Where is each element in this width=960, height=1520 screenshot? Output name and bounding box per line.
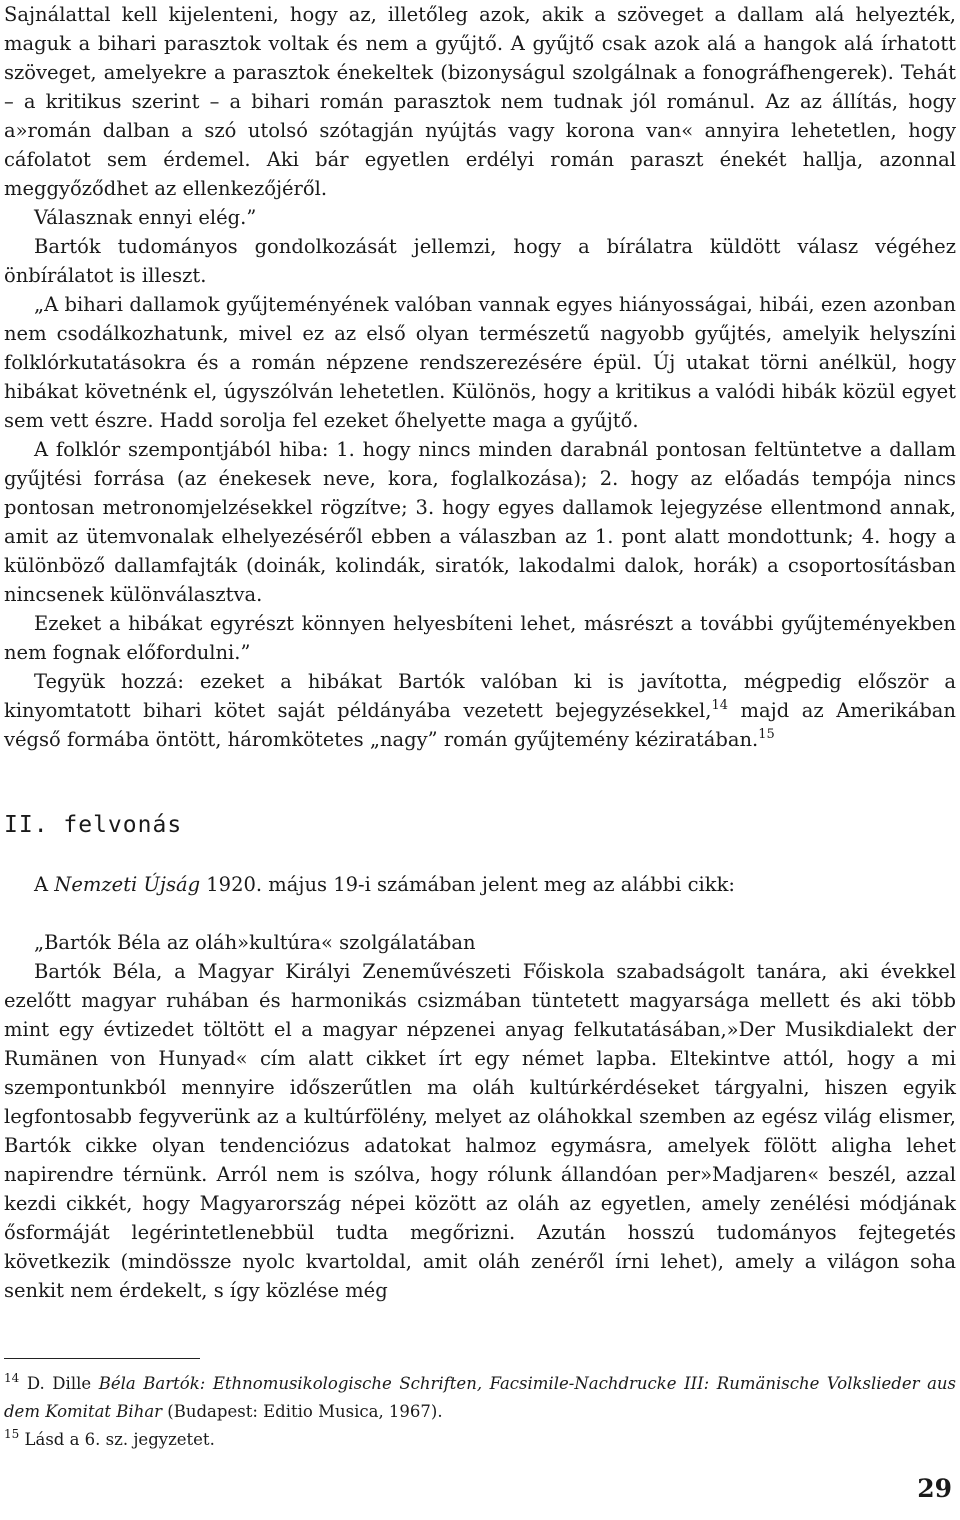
footnote-number: 14 bbox=[4, 1371, 20, 1385]
footnote-publisher: (Budapest: Editio Musica, 1967). bbox=[162, 1402, 443, 1421]
footnote-text: Lásd a 6. sz. jegyzetet. bbox=[19, 1430, 215, 1449]
footnote-divider bbox=[4, 1358, 200, 1359]
article-body: Bartók Béla, a Magyar Királyi Zeneművészeti Főiskola szabadságolt tanára, aki évekkel ezelőtt magyar ruhában és harmonikás csizmában tüntetett magyarsága mellett és aki több mint egy évtizedet töltött el a magyar népzenei anyag felkutatásában,»Der Musikdialekt der Rumänen von Hunyad« cím alatt cikket írt egy német lapba. Eltekintve attól, hogy a mi szempontunkból mennyire időszerűtlen ma oláh kultúrkérdéseket tárgyalni, hiszen egyik legfontosabb fegyverünk az a kultúrfölény, melyet az oláhokkal szemben az egész világ elismer, Bartók cikke olyan tendenciózus adatokat halmoz egymásra, amelyek fölött aligha lehet napirendre térnünk. Arról nem is szólva, hogy rólunk állandóan per»Madjaren« beszél, azzal kezdi cikkét, hogy Magyarország népei között az oláh az egyetlen, amely zenélési módjának ősformáját legérintetlenebbül tudta megőrizni. Azután hosszú tudományos fejtegetés következik (mindössze nyolc kvartoldal, amit oláh zenéről írni lehet), amely a világon soha senkit nem érdekelt, s így közlése még bbox=[4, 960, 956, 1302]
paragraph-2: Válasznak ennyi elég.” bbox=[34, 206, 257, 229]
article-block bbox=[4, 928, 956, 1305]
footnote-15 bbox=[4, 1426, 956, 1454]
article-title: „Bartók Béla az oláh»kultúra« szolgálatában bbox=[34, 931, 476, 954]
intro-text-a: A bbox=[34, 873, 55, 896]
paragraph-3: Bartók tudományos gondolkozását jellemzi, hogy a bírálatra küldött válasz végéhez önbírálatot is illeszt. bbox=[4, 235, 956, 287]
paragraph-7-text-b: majd az Amerikában végső formába öntött, háromkötetes „nagy” román gyűjtemény kéziratában. bbox=[4, 699, 956, 751]
publication-name: Nemzeti Újság bbox=[54, 873, 201, 896]
intro-line bbox=[4, 870, 956, 899]
body-text-top bbox=[4, 0, 956, 754]
paragraph-5: A folklór szempontjából hiba: 1. hogy nincs minden darabnál pontosan feltüntetve a dallam gyűjtési forrása (az énekesek neve, kora, foglalkozása); 2. hogy az előadás tempója nincs pontosan metronomjelzésekkel rögzítve; 3. hogy egyes dallamok lejegyzése ellentmond annak, amit az ütemvonalak elhelyezéséről ebben a válaszban az 1. pont alatt mondottunk; 4. hogy a különböző dallamfajták (doinák, kolindák, siratók, lakodalmi dalok, horák) a csoportosításban nincsenek különválasztva. bbox=[4, 438, 956, 606]
paragraph-1: Sajnálattal kell kijelenteni, hogy az, illetőleg azok, akik a szöveget a dallam alá helyezték, maguk a bihari parasztok voltak és nem a gyűjtő. A gyűjtő csak azok alá a hangok alá írhatott szöveget, amelyekre a parasztok énekeltek (bizonyságul szolgálnak a fonográfhengerek). Tehát – a kritikus szerint – a bihari román parasztok nem tudnak jól románul. Az az állítás, hogy a»román dalban a szó utolsó szótagján nyújtás vagy korona van« annyira lehetetlen, hogy cáfolatot sem érdemel. Aki bár egyetlen erdélyi román paraszt énekét hallja, azonnal meggyőződhet az ellenkezőjéről. bbox=[4, 3, 956, 200]
intro-text-b: 1920. május 19-i számában jelent meg az alábbi cikk: bbox=[200, 873, 735, 896]
section-heading: II. felvonás bbox=[4, 812, 183, 838]
footnote-author: D. Dille bbox=[26, 1374, 99, 1393]
paragraph-7 bbox=[4, 667, 956, 754]
footnote-14 bbox=[4, 1370, 956, 1426]
footnote-ref-15[interactable]: 15 bbox=[758, 727, 775, 742]
footnote-title: Béla Bartók: Ethnomusikologische Schriften, Facsimile-Nachdrucke III: Rumänische Volkslieder aus dem Komitat Bihar bbox=[4, 1374, 957, 1421]
intro-block bbox=[4, 870, 956, 899]
paragraph-6: Ezeket a hibákat egyrészt könnyen helyesbíteni lehet, másrészt a további gyűjteményekben nem fognak előfordulni.” bbox=[4, 612, 956, 664]
page-number: 29 bbox=[917, 1474, 952, 1503]
footnotes bbox=[4, 1370, 956, 1454]
paragraph-4: „A bihari dallamok gyűjteményének valóban vannak egyes hiányosságai, hibái, ezen azonban nem csodálkozhatunk, mivel ez az első olyan természetű nagyobb gyűjtés, amelyik helyszíni folklórkutatásokra és a román népzene rendszerezésére épül. Új utakat törni anélkül, hogy hibákat követnénk el, úgyszólván lehetetlen. Különös, hogy a kritikus a valódi hibák közül egyet sem vett észre. Hadd sorolja fel ezeket őhelyette maga a gyűjtő. bbox=[4, 293, 956, 432]
paragraph-7-text-a: Tegyük hozzá: ezeket a hibákat Bartók valóban ki is javította, mégpedig először a kinyomtatott bihari kötet saját példányába vezetett bejegyzésekkel, bbox=[4, 670, 956, 722]
footnote-number: 15 bbox=[4, 1427, 20, 1441]
footnote-ref-14[interactable]: 14 bbox=[711, 698, 728, 713]
